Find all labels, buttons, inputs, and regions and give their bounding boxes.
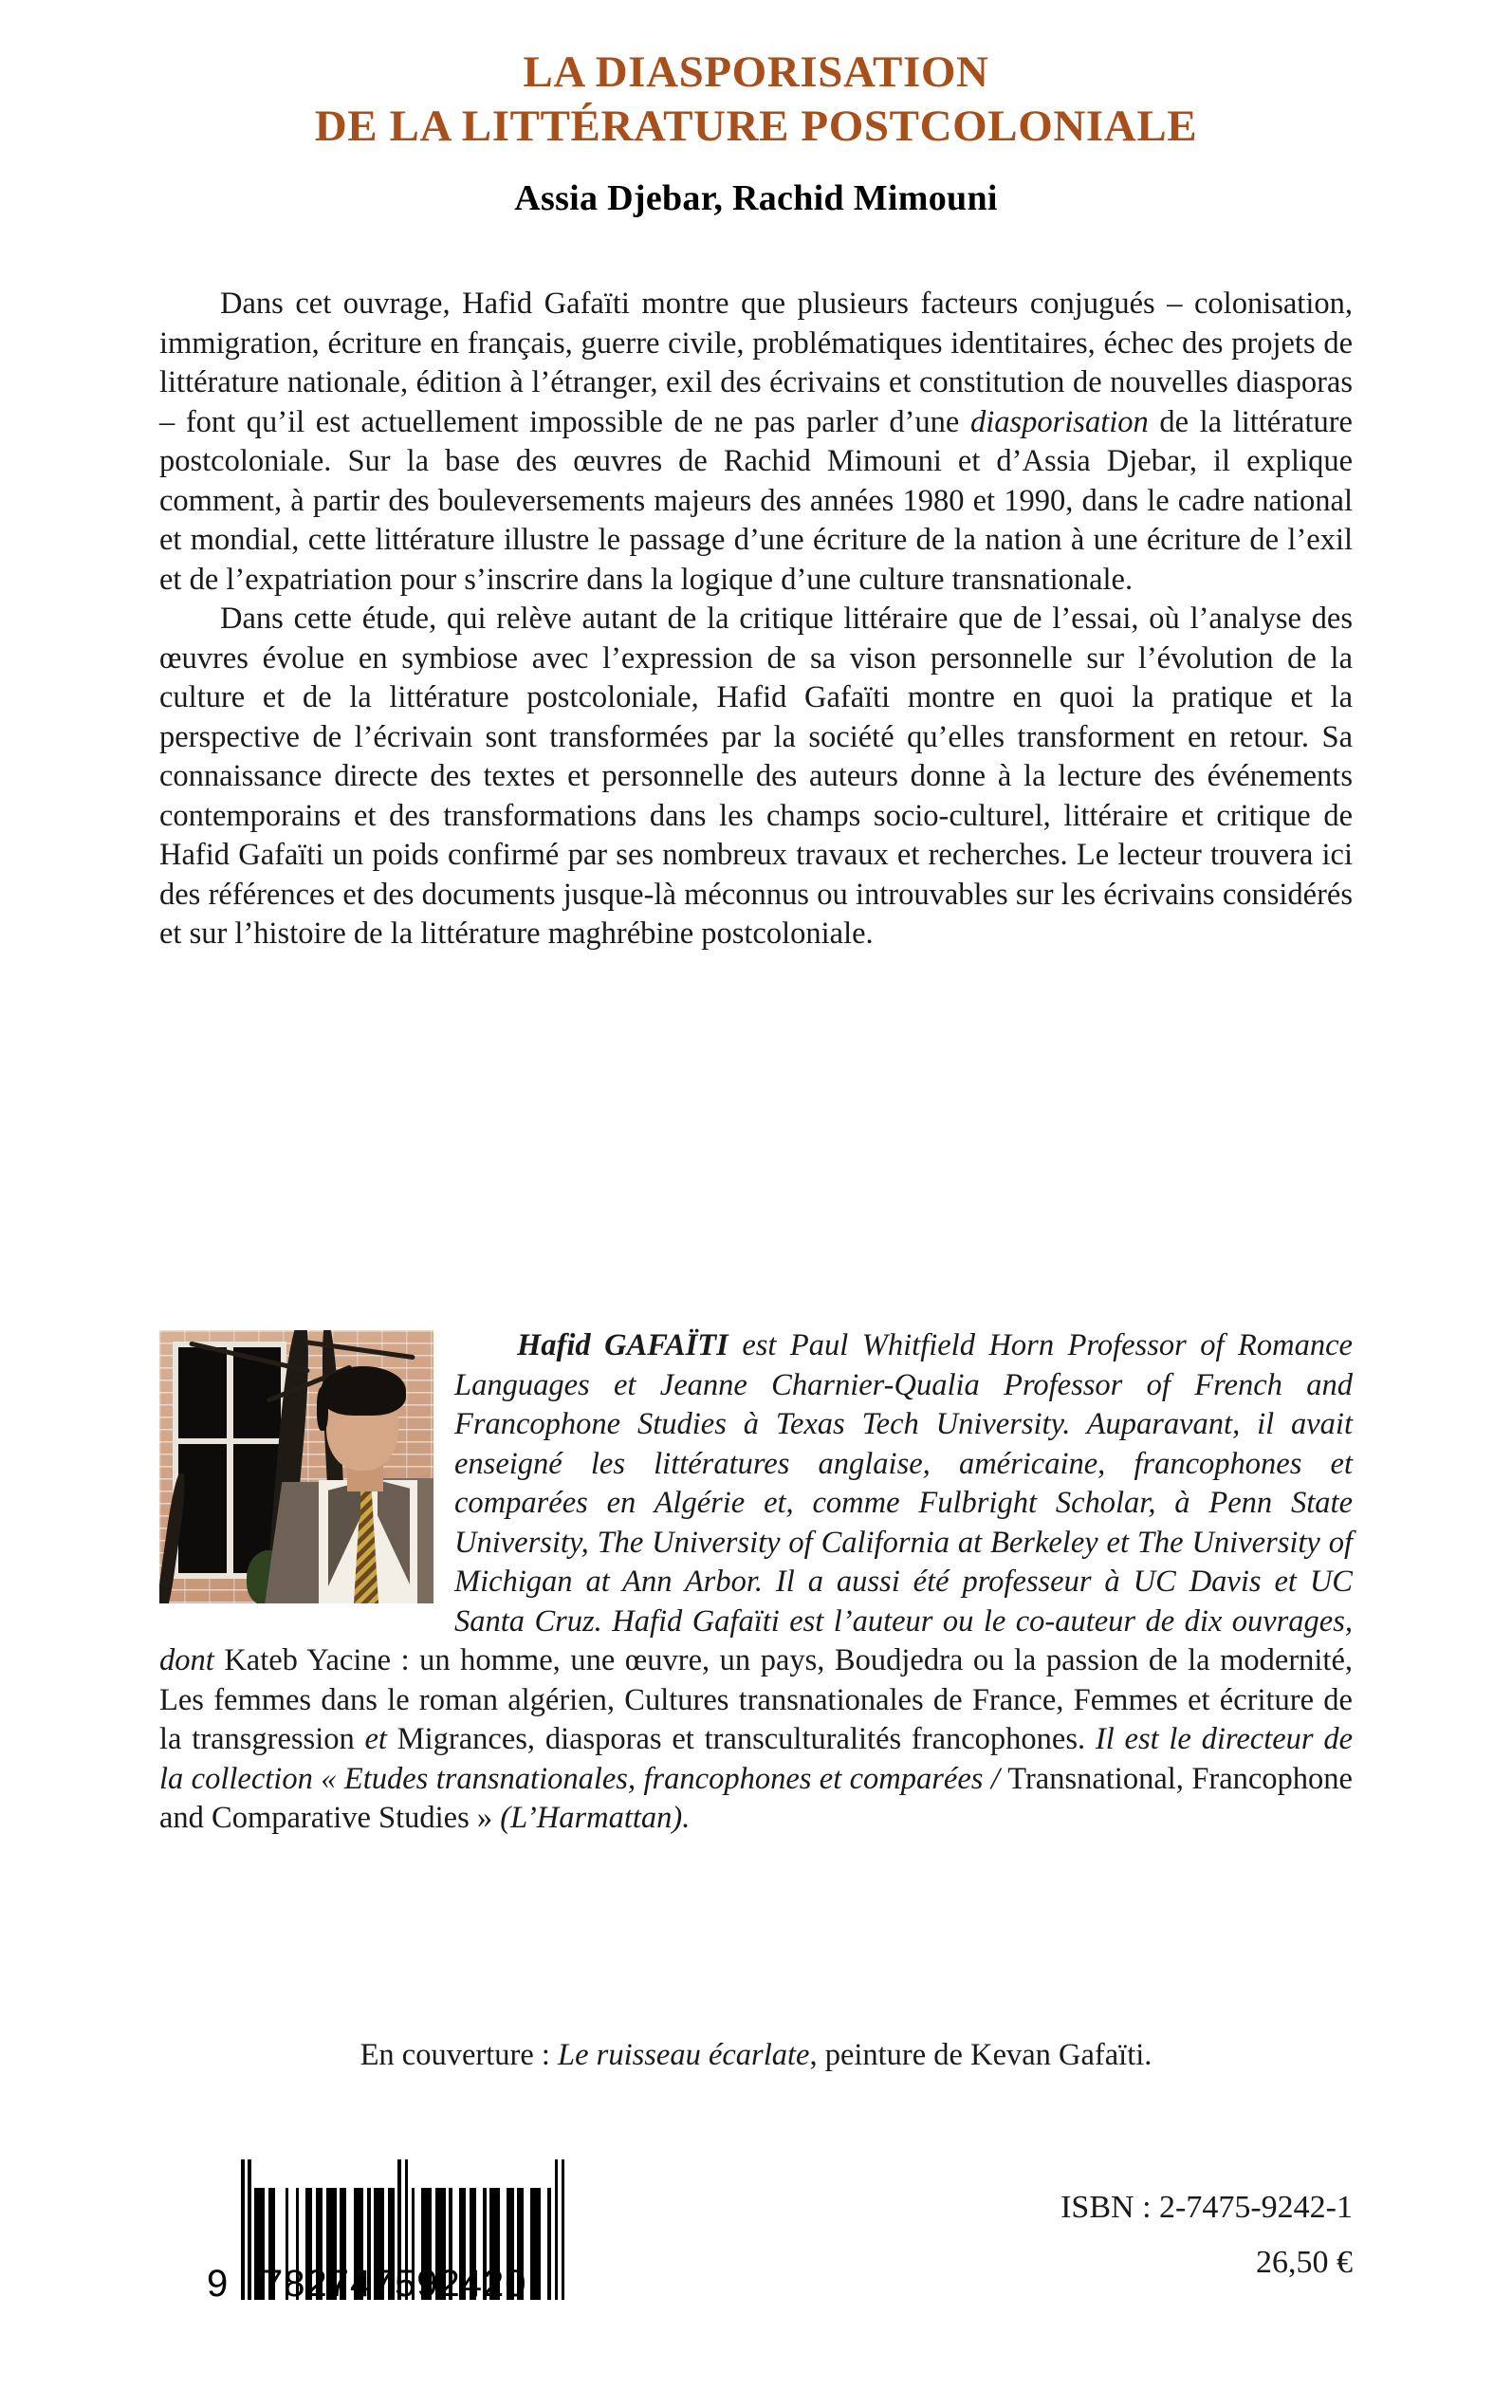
barcode-digits-mid: 782747 — [262, 2263, 395, 2305]
cover-credit-prefix: En couverture : — [360, 2038, 559, 2072]
blurb-p1-part2: de la littérature postcoloniale. Sur la base des œuvres de Rachid Mimouni et d’Assia Djebar, il explique comment, à partir des bouleversements majeurs des années 1980 et 1990, dans le cadre national et mondial, cette littérature illustre le passage d’une écriture de la nation à une écriture de l’exil et de l’expatriation pour s’inscrire dans la logique d’une culture transnationale. — [159, 404, 1353, 597]
bio-segment-1: est Paul Whitfield Horn Professor of Romance Languages et Jeanne Charnier-Qualia Professor of French and Francophone Studies à Texas Tech University. Auparavant, il avait enseigné les littératures anglaise, américaine, francophones et comparées en Algérie et, comme Fulbright Scholar, à Penn State University, The University of California at Berkeley et The University of Michigan at Ann Arbor. Il a aussi été professeur à UC Davis et UC Santa Cruz. Hafid Gafaïti est l’auteur ou le co-auteur de dix ouvrages, dont — [159, 1328, 1353, 1677]
blurb-p1-italic-term: diasporisation — [969, 404, 1149, 439]
isbn-value: ISBN : 2-7475-9242-1 — [1060, 2190, 1353, 2225]
cover-artwork-title: Le ruisseau écarlate — [558, 2038, 810, 2072]
blurb-p1-part1: Dans cet ouvrage, Hafid Gafaïti montre que plusieurs facteurs conjugués – colonisation, immigration, écriture en français, guerre civile, problématiques identitaires, échec des projets de littérature nationale, édition à l’étranger, exil des écrivains et constitution de nouvelles diasporas – font qu’il est actuellement impossible de ne pas parler d’une — [159, 287, 1353, 439]
bio-works-list-2: Migrances, diasporas et transculturalités francophones. — [396, 1722, 1086, 1756]
barcode-digits-right: 592420 — [395, 2263, 527, 2305]
author-name: Hafid GAFAÏTI — [517, 1328, 728, 1362]
barcode-digit-left: 9 — [207, 2263, 230, 2305]
barcode-digits — [207, 2263, 605, 2306]
title-block — [0, 0, 1512, 219]
bio-works-list-1: Kateb Yacine : un homme, une œuvre, un pays, Boudjedra ou la passion de la modernité, Les femmes dans le roman algérien, Cultures transnationales de France, Femmes et écriture de la transgression — [159, 1643, 1354, 1756]
cover-credit-suffix: , peinture de Kevan Gafaïti. — [809, 2038, 1152, 2072]
author-bio-block — [159, 1326, 1353, 1839]
bio-segment-3: (L’Harmattan). — [492, 1801, 691, 1835]
blurb-paragraph-2: Dans cette étude, qui relève autant de la critique littéraire que de l’essai, où l’analyse des œuvres évolue en symbiose avec l’expression de sa vison personnelle sur l’évolution de la culture et de la littérature postcoloniale, Hafid Gafaïti montre en quoi la pratique et la perspective de l’écrivain sont transformées par la société qu’elles transforment en retour. Sa connaissance directe des textes et personnelle des auteurs donne à la lecture des événements contemporains et des transformations dans les champs socio-culturel, littéraire et critique de Hafid Gafaïti un poids confirmé par ses nombreux travaux et recherches. Le lecteur trouvera ici des références et des documents jusque-là méconnus ou introuvables sur les écrivains considérés et sur l’histoire de la littérature maghrébine postcoloniale. — [159, 602, 1353, 951]
footer — [159, 2159, 1353, 2349]
isbn-price-block — [1060, 2180, 1353, 2290]
blurb-paragraph-1 — [159, 285, 1353, 600]
cover-credit-line — [159, 2036, 1353, 2076]
bio-segment-2: Il est le directeur de la collection « Etudes transnationales, francophones et comparées / — [159, 1722, 1354, 1796]
bio-works-list-3: Transnational, Francophone and Comparative Studies » — [159, 1761, 1353, 1835]
price-value: 26,50 € — [1256, 2245, 1353, 2280]
subtitle: Assia Djebar, Rachid Mimouni — [514, 177, 998, 218]
author-photo — [159, 1330, 433, 1603]
title-line-1: LA DIASPORISATION — [523, 47, 989, 97]
bio-connector-1: et — [354, 1722, 397, 1756]
barcode-block — [207, 2159, 605, 2306]
blurb-column — [159, 285, 1353, 954]
title-line-2: DE LA LITTÉRATURE POSTCOLONIALE — [314, 102, 1198, 152]
portrait-hair — [321, 1366, 406, 1416]
